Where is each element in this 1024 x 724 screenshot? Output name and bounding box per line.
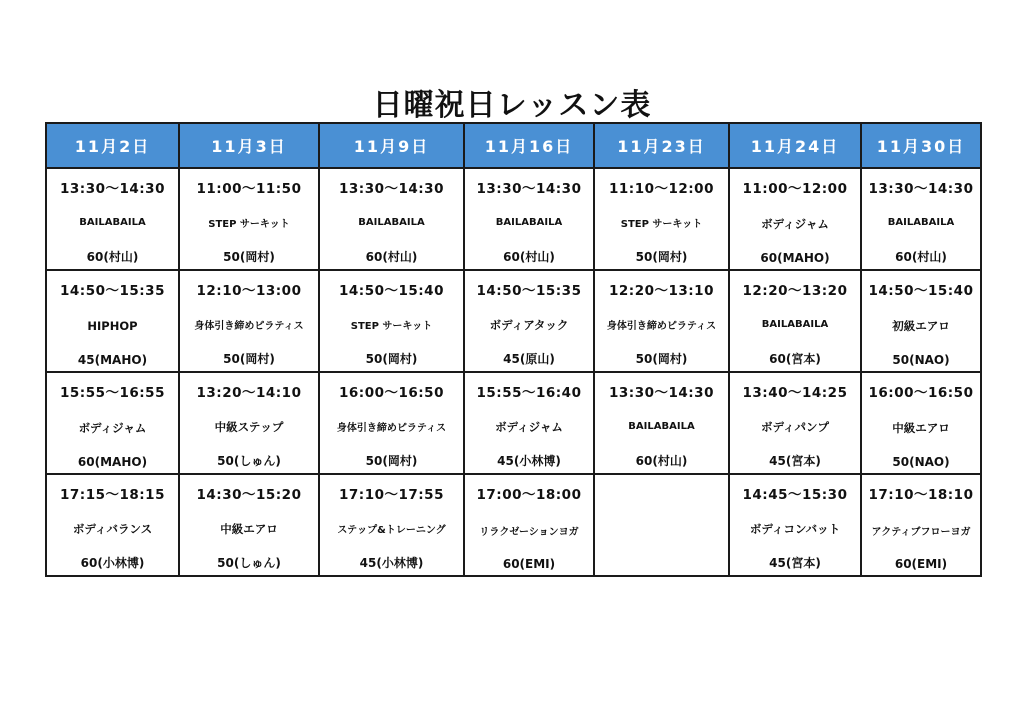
date-header-row: [46, 123, 981, 168]
table-row: [46, 168, 981, 270]
lesson-entry: [595, 475, 728, 575]
lesson-time: 15:55～16:40: [476, 385, 582, 401]
lesson-cell: [861, 270, 981, 372]
lesson-time: 12:20～13:20: [742, 283, 848, 299]
lesson-name: 中級ステップ: [214, 419, 284, 434]
lesson-name: 初級エアロ: [892, 319, 950, 333]
table-row: [46, 270, 981, 372]
lesson-duration-instructor: 60(村山): [635, 454, 688, 468]
date-header: 11月30日: [861, 123, 981, 168]
lesson-time: 14:50～15:40: [868, 283, 974, 299]
lesson-entry: [862, 475, 980, 575]
lesson-duration-instructor: 60(小林博): [80, 556, 145, 570]
date-header: 11月24日: [729, 123, 861, 168]
lesson-time: 13:40～14:25: [742, 385, 848, 401]
lesson-time: 13:30～14:30: [868, 181, 974, 197]
schedule-table: [45, 122, 982, 577]
lesson-time: 14:50～15:40: [339, 283, 444, 299]
lesson-cell: [46, 372, 179, 474]
lesson-duration-instructor: 50(岡村): [223, 250, 275, 264]
lesson-duration-instructor: 50(NAO): [892, 455, 950, 469]
lesson-time: 16:00～16:50: [868, 385, 974, 401]
lesson-entry: [47, 271, 178, 371]
lesson-cell: [594, 474, 729, 576]
lesson-duration-instructor: 45(MAHO): [77, 353, 148, 367]
lesson-entry: [595, 271, 728, 371]
lesson-duration-instructor: 50(岡村): [365, 352, 418, 366]
lesson-time: 13:30～14:30: [609, 385, 714, 401]
lesson-entry: [862, 271, 980, 371]
lesson-entry: [730, 373, 860, 473]
lesson-name: HIPHOP: [87, 319, 138, 333]
date-header: 11月9日: [319, 123, 464, 168]
lesson-cell: [319, 270, 464, 372]
lesson-name: リラクゼーションヨガ: [479, 526, 579, 538]
lesson-duration-instructor: 50(しゅん): [217, 454, 281, 468]
date-header: 11月2日: [46, 123, 179, 168]
page-title: 日曜祝日レッスン表: [372, 88, 652, 123]
date-header: 11月16日: [464, 123, 594, 168]
lesson-entry: [47, 475, 178, 575]
lesson-cell: [179, 372, 319, 474]
lesson-cell: [861, 168, 981, 270]
lesson-cell: [319, 168, 464, 270]
lesson-time: 13:30～14:30: [476, 181, 582, 197]
lesson-entry: [320, 373, 463, 473]
lesson-cell: [594, 270, 729, 372]
lesson-name: アクティブフローヨガ: [871, 526, 971, 538]
lesson-entry: [730, 271, 860, 371]
lesson-entry: [465, 169, 593, 269]
lesson-time: 17:10～18:10: [868, 487, 974, 503]
lesson-cell: [319, 474, 464, 576]
lesson-time: 12:20～13:10: [609, 283, 714, 299]
lesson-time: 15:55～16:55: [60, 385, 165, 401]
lesson-duration-instructor: 50(岡村): [365, 454, 418, 468]
lesson-name: ステップ&トレーニング: [337, 525, 446, 536]
lesson-cell: [319, 372, 464, 474]
lesson-time: [595, 483, 728, 499]
lesson-time: 13:30～14:30: [60, 181, 165, 197]
date-header: 11月3日: [179, 123, 319, 168]
lesson-time: 11:00～12:00: [742, 181, 848, 197]
lesson-time: 13:20～14:10: [196, 385, 302, 401]
lesson-duration-instructor: [595, 557, 728, 575]
lesson-duration-instructor: 60(EMI): [894, 557, 948, 571]
lesson-name: 中級エアロ: [220, 521, 278, 536]
lesson-cell: [46, 168, 179, 270]
lesson-duration-instructor: 50(しゅん): [217, 556, 281, 570]
lesson-duration-instructor: 50(岡村): [223, 352, 275, 366]
lesson-duration-instructor: 60(村山): [895, 250, 947, 264]
lesson-entry: [180, 169, 318, 269]
lesson-duration-instructor: 45(小林博): [359, 556, 424, 570]
lesson-entry: [47, 373, 178, 473]
lesson-cell: [179, 474, 319, 576]
lesson-time: 17:15～18:15: [60, 487, 165, 503]
lesson-name: 身体引き締めピラティス: [336, 423, 447, 434]
lesson-name: STEP サーキット: [350, 321, 433, 332]
lesson-entry: [320, 169, 463, 269]
lesson-cell: [594, 372, 729, 474]
lesson-time: 11:10～12:00: [609, 181, 714, 197]
lesson-name: STEP サーキット: [620, 219, 703, 230]
lesson-duration-instructor: 60(村山): [503, 250, 555, 264]
lesson-name: ボディバランス: [72, 521, 153, 536]
lesson-cell: [729, 372, 861, 474]
lesson-entry: [180, 475, 318, 575]
lesson-time: 16:00～16:50: [339, 385, 444, 401]
lesson-entry: [465, 475, 593, 575]
lesson-time: 11:00～11:50: [196, 181, 302, 197]
lesson-entry: [465, 271, 593, 371]
lesson-entry: [595, 169, 728, 269]
table-row: [46, 372, 981, 474]
lesson-cell: [46, 474, 179, 576]
lesson-time: 13:30～14:30: [339, 181, 444, 197]
lesson-entry: [862, 169, 980, 269]
date-header: 11月23日: [594, 123, 729, 168]
lesson-time: 14:50～15:35: [60, 283, 165, 299]
lesson-entry: [730, 169, 860, 269]
lesson-cell: [861, 372, 981, 474]
lesson-entry: [465, 373, 593, 473]
lesson-duration-instructor: 50(岡村): [635, 352, 688, 366]
lesson-duration-instructor: 60(宮本): [769, 352, 821, 366]
lesson-name: 中級エアロ: [892, 421, 950, 435]
lesson-entry: [595, 373, 728, 473]
lesson-time: 14:30～15:20: [196, 487, 302, 503]
lesson-duration-instructor: 60(EMI): [502, 557, 556, 571]
lesson-cell: [179, 270, 319, 372]
lesson-cell: [464, 474, 594, 576]
lesson-name: BAILABAILA: [628, 421, 695, 432]
lesson-duration-instructor: 60(MAHO): [760, 251, 830, 265]
lesson-name: BAILABAILA: [887, 217, 955, 228]
lesson-name: BAILABAILA: [79, 217, 146, 228]
lesson-time: 14:50～15:35: [476, 283, 582, 299]
lesson-cell: [464, 270, 594, 372]
table-row: [46, 474, 981, 576]
lesson-time: 17:00～18:00: [476, 487, 582, 503]
lesson-cell: [179, 168, 319, 270]
lesson-name: ボディコンバット: [749, 521, 841, 536]
lesson-name: 身体引き締めピラティス: [194, 321, 304, 332]
lesson-entry: [730, 475, 860, 575]
lesson-entry: [180, 271, 318, 371]
lesson-duration-instructor: 50(NAO): [892, 353, 950, 367]
lesson-cell: [464, 372, 594, 474]
lesson-duration-instructor: 45(小林博): [497, 454, 561, 468]
lesson-entry: [180, 373, 318, 473]
lesson-cell: [729, 270, 861, 372]
lesson-name: [595, 521, 728, 535]
lesson-entry: [320, 271, 463, 371]
lesson-duration-instructor: 60(村山): [365, 250, 418, 264]
lesson-name: 身体引き締めピラティス: [606, 321, 717, 332]
lesson-duration-instructor: 45(宮本): [769, 556, 821, 570]
lesson-duration-instructor: 60(MAHO): [77, 455, 148, 469]
lesson-entry: [47, 169, 178, 269]
lesson-time: 14:45～15:30: [742, 487, 848, 503]
lesson-cell: [729, 474, 861, 576]
lesson-entry: [862, 373, 980, 473]
lesson-duration-instructor: 45(宮本): [769, 454, 821, 468]
lesson-name: ボディアタック: [489, 317, 569, 332]
lesson-time: 17:10～17:55: [339, 487, 444, 503]
lesson-name: BAILABAILA: [495, 217, 563, 228]
lesson-entry: [320, 475, 463, 575]
lesson-name: ボディジャム: [761, 217, 829, 231]
lesson-duration-instructor: 50(岡村): [635, 250, 688, 264]
lesson-cell: [861, 474, 981, 576]
lesson-cell: [594, 168, 729, 270]
lesson-name: STEP サーキット: [208, 219, 290, 230]
lesson-name: BAILABAILA: [761, 319, 829, 330]
lesson-time: 12:10～13:00: [196, 283, 302, 299]
lesson-name: BAILABAILA: [358, 217, 425, 228]
lesson-cell: [729, 168, 861, 270]
lesson-cell: [46, 270, 179, 372]
lesson-name: ボディパンプ: [760, 419, 830, 434]
lesson-cell: [464, 168, 594, 270]
lesson-name: ボディジャム: [78, 421, 147, 435]
lesson-duration-instructor: 60(村山): [86, 250, 139, 264]
lesson-duration-instructor: 45(原山): [503, 352, 555, 366]
lesson-name: ボディジャム: [495, 419, 563, 434]
